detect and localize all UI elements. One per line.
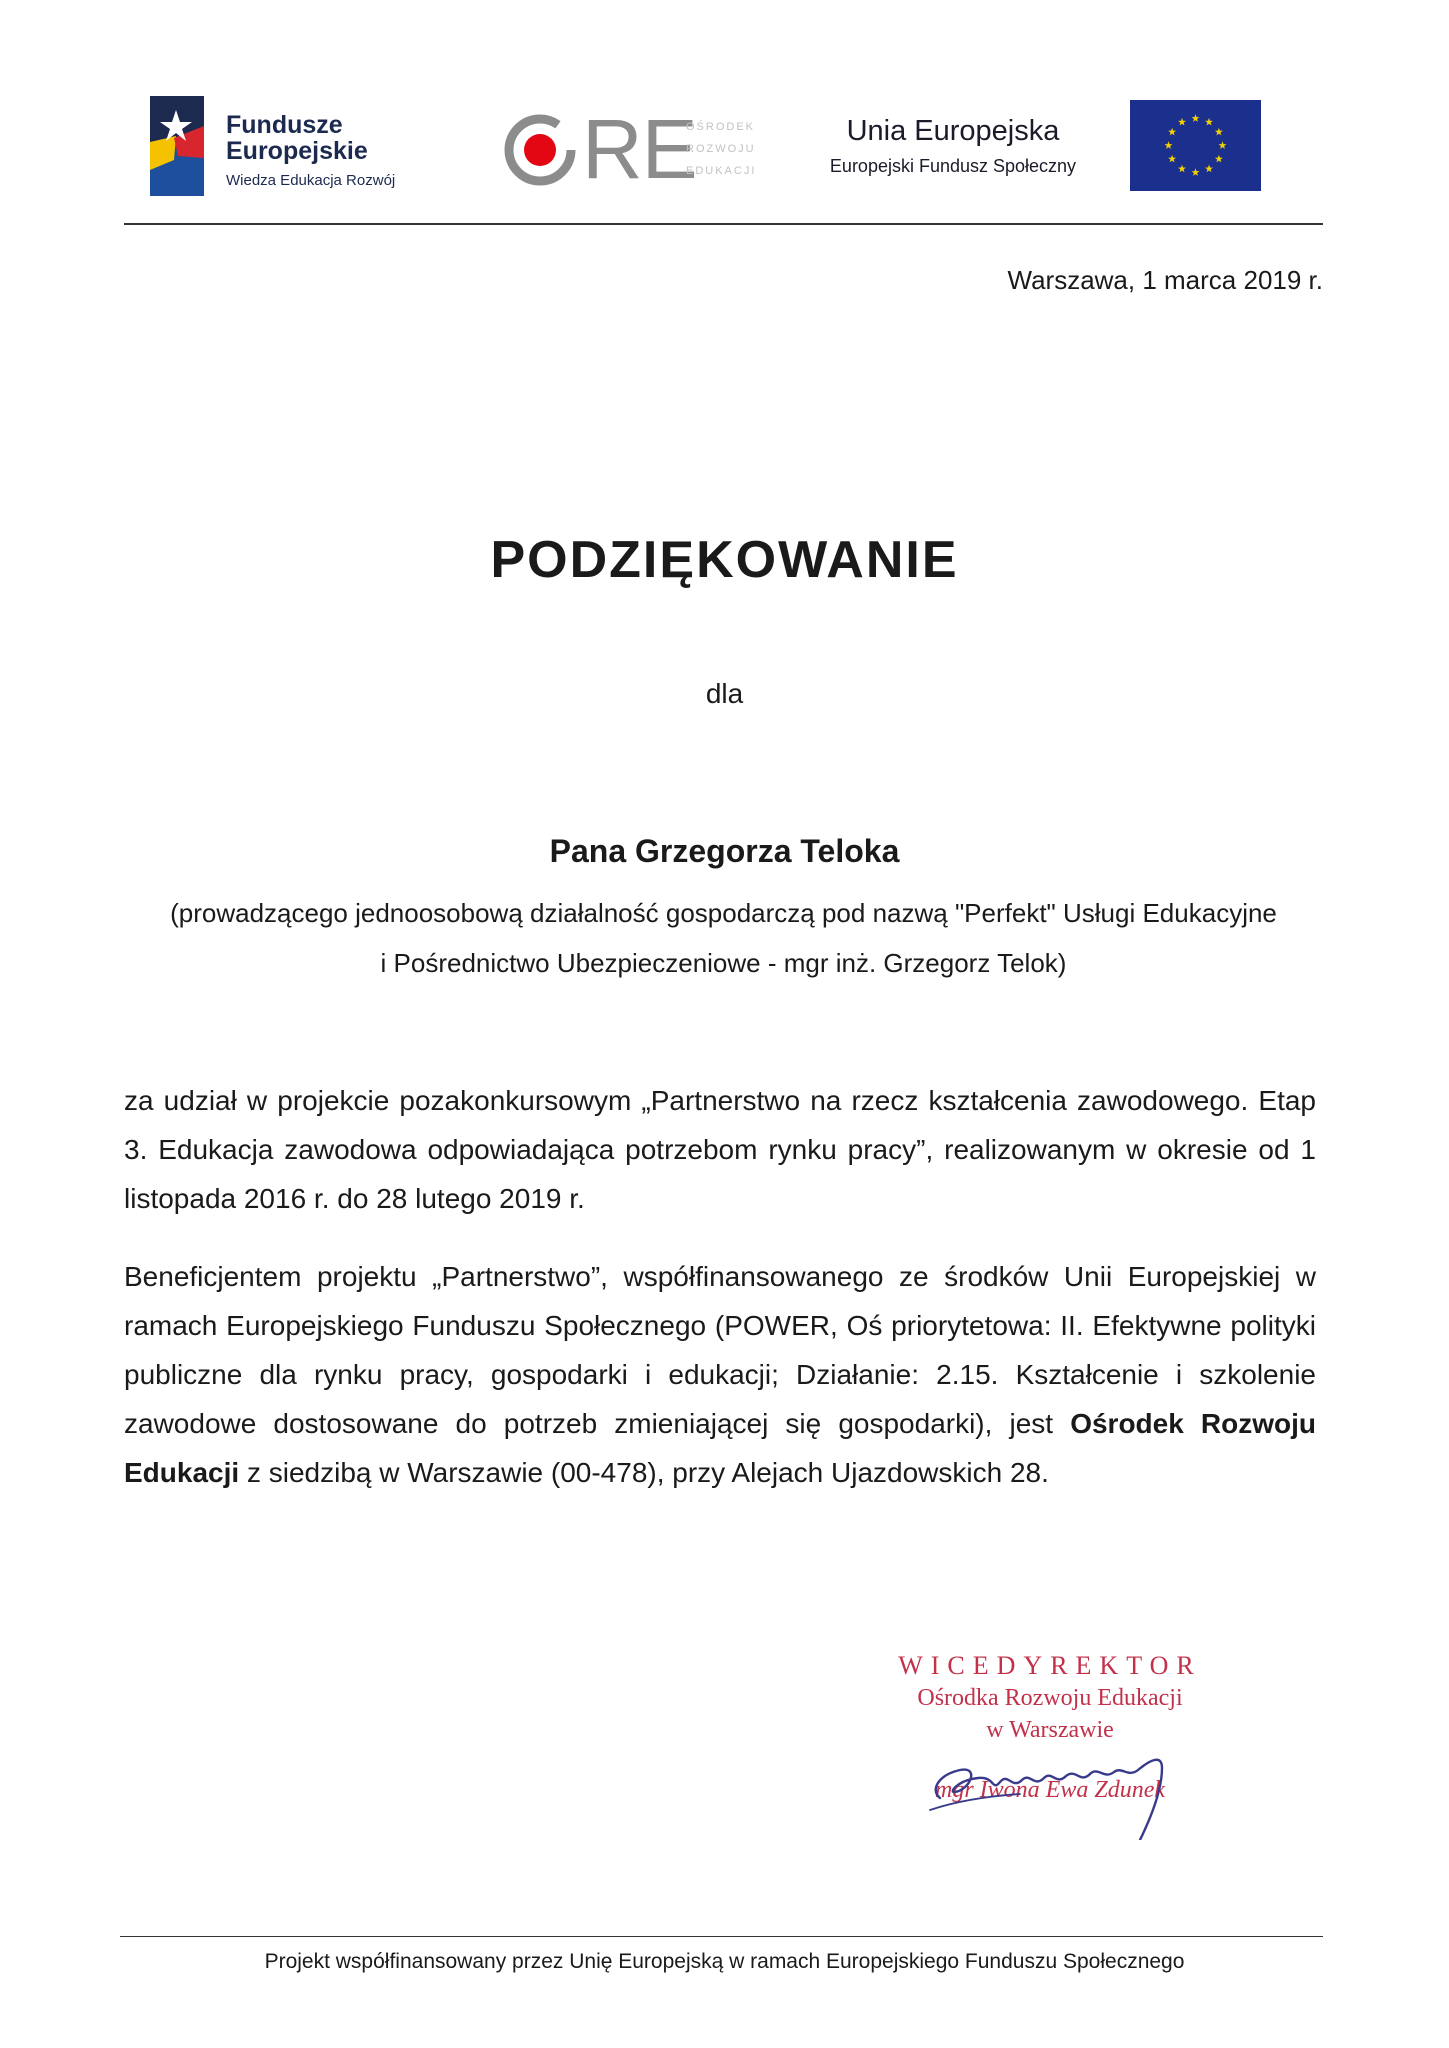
eu-star xyxy=(1205,165,1213,173)
document-title: PODZIĘKOWANIE xyxy=(490,531,959,589)
fundusze-europejskie-star-icon xyxy=(150,96,204,196)
beneficiary-name: Ośrodek Rozwoju Edukacji xyxy=(124,1408,1316,1488)
footer-divider xyxy=(120,1936,1323,1937)
eu-star xyxy=(1192,114,1200,122)
recipient-name: Pana Grzegorza Teloka xyxy=(549,833,900,869)
fe-title-line1: Fundusze xyxy=(226,111,343,139)
eu-star xyxy=(1215,155,1223,163)
eu-star xyxy=(1178,165,1186,173)
paragraph-beneficiary-before: Beneficjentem projektu „Partnerstwo”, współfinansowanego ze środków Unii Europejskiej w ramach Europejskiego Funduszu Społecznego (POWER, Oś priorytetowa: II. Efektywne polityki publiczne dla rynku pracy, gospodarki i edukacji; Działanie: 2.15. Kształcenie i szkolenie zawodowe dostosowane do potrzeb zmieniającej się gospodarki), jest xyxy=(124,1261,1316,1439)
stamp-city: w Warszawie xyxy=(986,1717,1114,1743)
eu-star xyxy=(1219,141,1227,149)
paragraph-participation: za udział w projekcie pozakonkursowym „Partnerstwo na rzecz kształcenia zawodowego. Etap 3. Edukacja zawodowa odpowiadająca potrzebom rynku pracy”, realizowanym w okresie od 1 listopada 2016 r. do 28 lutego 2019 r. xyxy=(124,1085,1316,1214)
ore-logo xyxy=(500,98,800,194)
paragraph-beneficiary-after: z siedzibą w Warszawie (00-478), przy Alejach Ujazdowskich 28. xyxy=(239,1457,1049,1488)
recipient-description xyxy=(124,888,1323,988)
eu-flag-icon xyxy=(1130,100,1261,191)
paragraph-beneficiary xyxy=(124,1252,1316,1497)
eu-star xyxy=(1165,141,1173,149)
header-divider xyxy=(124,223,1323,225)
ore-ring-icon xyxy=(500,110,580,190)
stamp-signatory: mgr Iwona Ewa Zdunek xyxy=(935,1777,1165,1803)
ore-side-line1: OŚRODEK xyxy=(686,121,756,133)
ore-wordmark: RE xyxy=(582,102,697,196)
eu-star xyxy=(1215,128,1223,136)
footer-note: Projekt współfinansowany przez Unię Europejską w ramach Europejskiego Funduszu Społecznego xyxy=(264,1950,1185,1973)
ue-subtitle: Europejski Fundusz Społeczny xyxy=(829,156,1077,176)
stamp-title: WICEDYREKTOR xyxy=(898,1651,1202,1680)
recipient-description-line1: (prowadzącego jednoosobową działalność gospodarczą pod nazwą "Perfekt" Usługi Edukacyjne xyxy=(170,898,1277,928)
unia-europejska-logo-text xyxy=(803,114,1103,180)
ore-side-line3: EDUKACJI xyxy=(686,165,757,177)
eu-star xyxy=(1205,118,1213,126)
fe-title-line2: Europejskie xyxy=(226,137,368,165)
stamp-institution: Ośrodka Rozwoju Edukacji xyxy=(917,1685,1183,1711)
document-date: Warszawa, 1 marca 2019 r. xyxy=(1007,265,1323,295)
eu-star xyxy=(1168,155,1176,163)
fundusze-europejskie-logo xyxy=(150,96,470,200)
eu-star xyxy=(1178,118,1186,126)
dla-label: dla xyxy=(705,678,744,709)
fe-subtitle: Wiedza Edukacja Rozwój xyxy=(226,172,396,189)
ue-title: Unia Europejska xyxy=(846,115,1060,147)
recipient-description-line2: i Pośrednictwo Ubezpieczeniowe - mgr inż. Grzegorz Telok) xyxy=(380,948,1067,978)
eu-star xyxy=(1192,168,1200,176)
ore-side-line2: ROZWOJU xyxy=(686,143,756,155)
eu-star xyxy=(1168,128,1176,136)
handwritten-signature xyxy=(900,1720,1230,1840)
